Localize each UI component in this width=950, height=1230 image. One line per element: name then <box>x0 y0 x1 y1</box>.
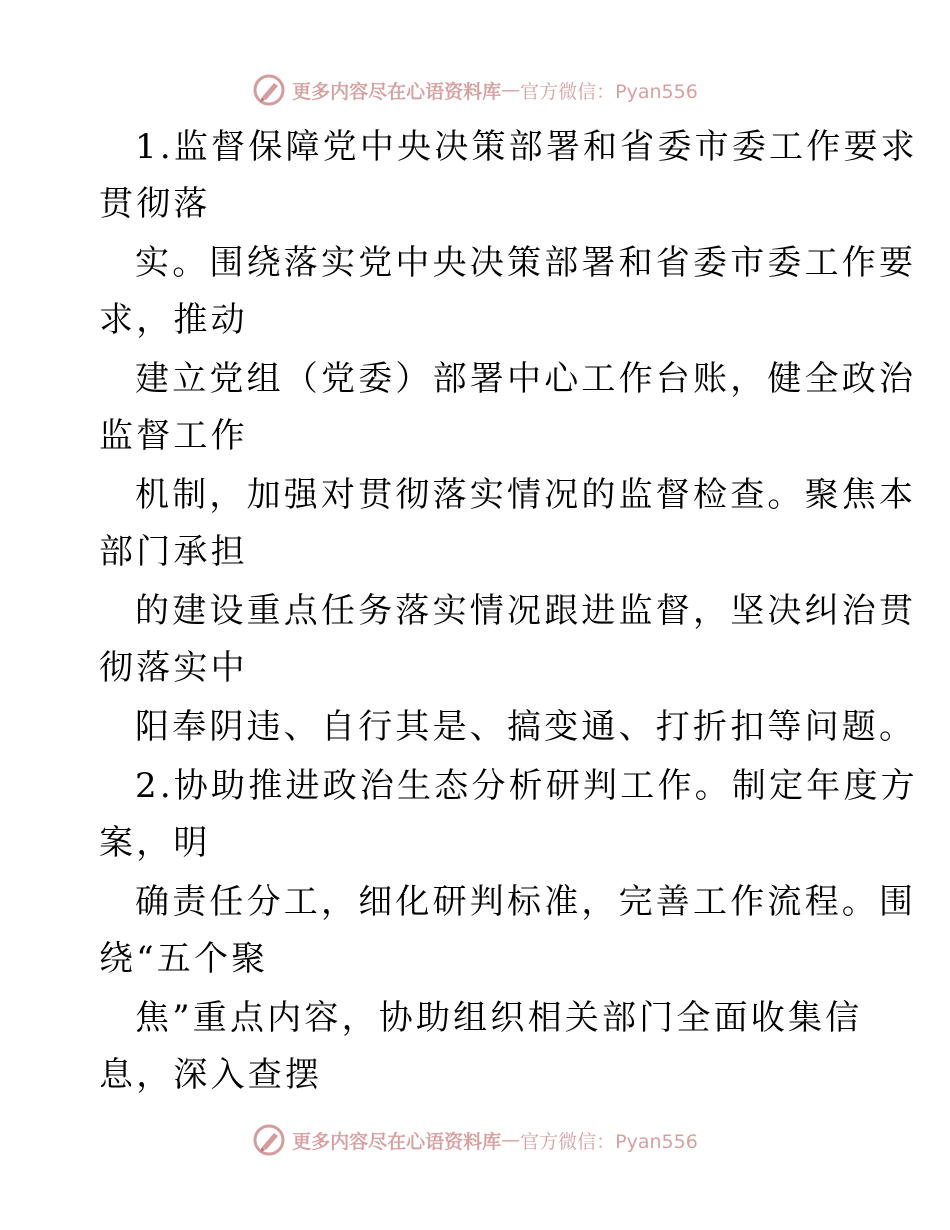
body-line: 求，推动 <box>99 300 248 340</box>
watermark-wechat-text: 官方微信：Pyan556 <box>520 1130 698 1153</box>
footer-watermark <box>0 1120 950 1160</box>
body-line: 确责任分工，细化研判标准，完善工作流程。围 <box>135 882 917 922</box>
body-line: 绕“五个聚 <box>99 939 269 979</box>
body-line: 机制，加强对贯彻落实情况的监督检查。聚焦本 <box>135 475 917 515</box>
body-line: 1.监督保障党中央决策部署和省委市委工作要求 <box>135 127 918 167</box>
watermark-separator: — <box>501 1129 521 1151</box>
body-line: 监督工作 <box>99 416 248 456</box>
body-line: 焦”重点内容，协助组织相关部门全面收集信 <box>135 998 863 1038</box>
body-line: 息，深入查摆 <box>99 1055 323 1095</box>
pen-logo-icon <box>252 73 286 107</box>
body-line: 彻落实中 <box>99 648 248 688</box>
pen-logo-icon <box>252 1123 286 1157</box>
body-line: 案，明 <box>99 823 211 863</box>
body-line: 的建设重点任务落实情况跟进监督，坚决纠治贯 <box>135 591 917 631</box>
body-line: 实。围绕落实党中央决策部署和省委市委工作要 <box>135 243 917 283</box>
body-line: 阳奉阴违、自行其是、搞变通、打折扣等问题。 <box>135 707 917 747</box>
watermark-site-text: 更多内容尽在心语资料库 <box>292 80 502 103</box>
body-line: 建立党组（党委）部署中心工作台账，健全政治 <box>135 359 917 399</box>
body-line: 2.协助推进政治生态分析研判工作。制定年度方 <box>135 766 918 806</box>
watermark-separator: — <box>501 79 521 101</box>
header-watermark <box>0 70 950 110</box>
body-line: 部门承担 <box>99 532 248 572</box>
body-line: 贯彻落 <box>99 184 211 224</box>
watermark-wechat-text: 官方微信：Pyan556 <box>520 80 698 103</box>
watermark-site-text: 更多内容尽在心语资料库 <box>292 1130 502 1153</box>
